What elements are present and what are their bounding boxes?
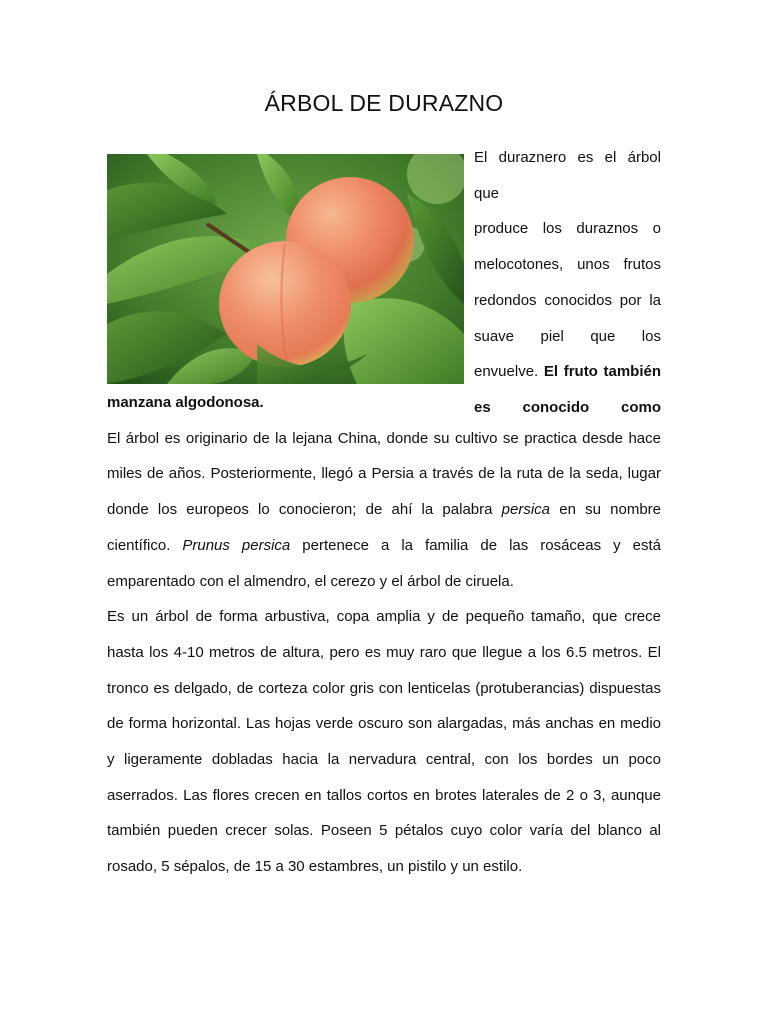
intro-bold-text: es conocido como bbox=[474, 398, 661, 416]
intro-bold-text: El fruto también bbox=[543, 363, 662, 381]
intro-line: El duraznero es el árbol que bbox=[474, 149, 661, 202]
italic-term: persica bbox=[501, 501, 551, 519]
intro-wrap-column bbox=[474, 140, 661, 426]
paragraph-text: en su nombre científico. bbox=[107, 501, 662, 554]
intro-line: produce los duraznos o bbox=[474, 220, 661, 238]
italic-term: Prunus persica bbox=[182, 536, 291, 554]
intro-text: envuelve. bbox=[474, 363, 539, 381]
peach-photo bbox=[107, 154, 464, 384]
paragraph-origin bbox=[107, 421, 661, 600]
intro-line: redondos conocidos por la bbox=[474, 291, 661, 309]
intro-bold-text: manzana algodonosa. bbox=[107, 394, 264, 411]
paragraph-text: pertenece a la familia de las rosáceas y está emparentado con el almendro, el cerezo y el árbol de ciruela. bbox=[107, 536, 661, 590]
paragraph-text: El árbol es originario de la lejana China, donde su cultivo se practica desde hace miles de años. Posteriormente, llegó a Persia a través de la ruta de la seda, lugar donde los europeos lo conocieron; de ahí la palabra bbox=[107, 429, 661, 519]
intro-line: suave piel que los bbox=[474, 327, 661, 345]
document-title: ÁRBOL DE DURAZNO bbox=[264, 90, 504, 116]
body-text bbox=[107, 385, 661, 885]
intro-line: melocotones, unos frutos bbox=[474, 256, 661, 274]
paragraph-description: Es un árbol de forma arbustiva, copa amplia y de pequeño tamaño, que crece hasta los 4-10 metros de altura, pero es muy raro que llegue a los 6.5 metros. El tronco es delgado, de corteza color gris con lenticelas (protuberancias) dispuestas de forma horizontal. Las hojas verde oscuro son alargadas, más anchas en medio y ligeramente dobladas hacia la nervadura central, con los bordes un poco aserrados. Las flores crecen en tallos cortos en brotes laterales de 2 o 3, aunque también pueden crecer solas. Poseen 5 pétalos cuyo color varía del blanco al rosado, 5 sépalos, de 15 a 30 estambres, un pistilo y un estilo. bbox=[107, 608, 661, 876]
intro-continuation bbox=[107, 385, 661, 421]
